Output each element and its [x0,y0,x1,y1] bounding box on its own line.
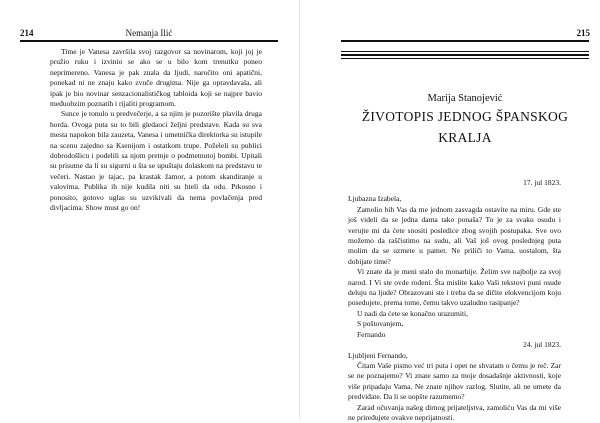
letter-closing: S poštovanjem, [357,319,404,329]
right-page-header [332,27,590,41]
right-header-rule [341,40,589,42]
chapter-ornament-rules [341,51,589,61]
paragraph: Sunce je tonulo u predvečerje, a sa njim je pozorište plavila druga horda. Ovoga puta su to bili gledaoci željni predstave. Kada su sva mesta napokon bila zauzeta, Vanesa i umetnička direktorka su istupile na scenu zajedno sa Ksenijom i ostatkom trupe. Poželeli su publici dobrodošlicu i podelili sa njom pretnje o podmetnutoj bombi. Upitali su prisutne da li su sigurni u šta se upuštaju dolaskom na predstavu te večeri. Nastao je tajac, pa krastak žamor, a potom skandiranje u valovima. Publika ih nije kudila niti su hteli da odu. Prkosno i ponosito, gotovo uglas su uzvikivali da nema povlačenja pred divljacima. Show must go on! [50,109,262,213]
chapter-author: Marija Stanojević [427,93,503,104]
left-page-header [20,27,278,41]
left-page-number: 214 [20,28,34,38]
letter-paragraph: U nadi da ćete se konačno urazumiti, [357,308,468,318]
chapter-title [341,106,589,148]
letter-date: 17. jul 1823. [523,178,561,187]
right-page-number: 215 [576,28,590,38]
letter-paragraph: Zamolio bih Vas da me jednom zasvagda ostavite na miru. Gde ste još videli da se jedna dama tako ponaša? To je za svaku osudu i verujte mi da ćete snositi posledice zbog svojih postupaka. Sve ovo možemo da raščistimo na sudu, ali Vaš još ovog poslednjeg puta molim da se uzmete u pamet. Ne priliči to Vama, uostalom, šta dobijate time? [348,204,561,266]
left-page-body [50,47,262,214]
running-head: Nemanja Ilić [125,28,173,38]
letter-paragraph: Vi znate da je meni stalo do monarhije. Želim sve najbolje za svoj narod. I Vi ste ovde rođeni. Šta mislite kako Vaši tekstovi puni osude deluju na ljude? Obrazovani ste i treba da se dičite elokvencijom koju posedujete, prema tome, čemu takvo uzaludno rasipanje? [348,267,561,308]
chapter-title-line: KRALJA [438,130,492,145]
letter-paragraph: Zarad očuvanja našeg dirnog prijateljstva, zamoliću Vas da mi više ne priređujete ovakve neprijatnosti. [348,402,561,422]
letter-salutation: Ljubljeni Fernando, [348,350,408,360]
paragraph: Time je Vanesa završila svoj razgovor sa novinarom, koji joj je pružio ruku i izvinio se ako se u bilo kom trenutku poneo neprimereno. Vanesa je pak znala da ljudi, naročito oni apatični, ponekad ni ne znaju kako zvuče drugima. Nije ga opravdavala, ali ipak je bio novinar senzacionalističkog tabloida koji se najpre bavio međuobzim poznatih i rijaliti programom. [50,47,262,109]
left-header-rule [20,40,278,42]
letter-date: 24. jul 1823. [523,340,561,350]
chapter-title-line: ŽIVOTOPIS JEDNOG ŠPANSKOG [361,109,569,124]
letter-salutation: Ljubazna Izabela, [348,194,402,204]
letter-paragraph: Čitam Vaše pismo već tri puta i opet ne shvatam o čemu je reč. Zar se ne poznajemo? Vi znate samo za moje dosadašnje aktivnosti, koje više pripadaju Vama. Ne znate njihov razlog. Slutite, ali ne umete da predviđate. Da li se uopšte razumemo? [348,360,561,402]
letter-signature: Fernando [357,329,386,339]
right-page-body [348,178,561,423]
